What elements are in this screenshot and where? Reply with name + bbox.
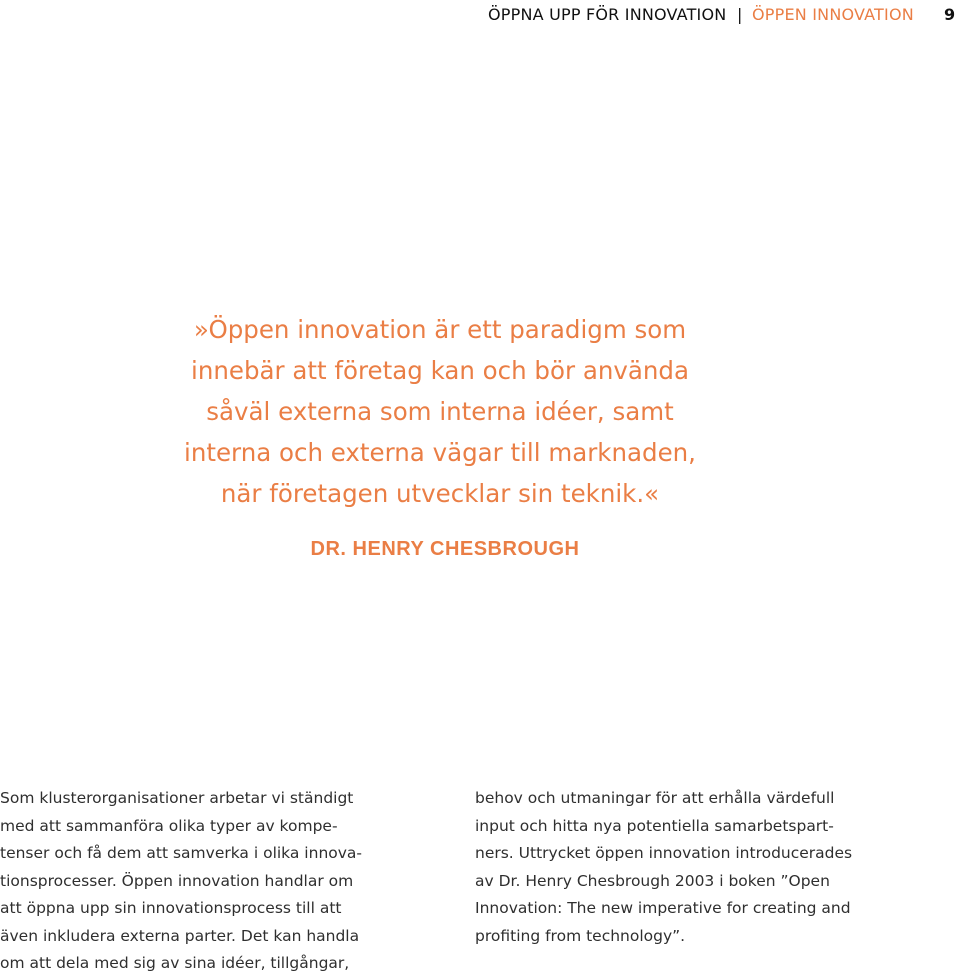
body-text-line: även inkludera externa parter. Det kan handla xyxy=(0,926,360,945)
page-number: 9 xyxy=(944,5,956,24)
quote-line: såväl externa som interna idéer, samt xyxy=(206,397,674,426)
body-text-line: med att sammanföra olika typer av kompe- xyxy=(0,816,338,835)
pull-quote xyxy=(150,309,730,514)
header-chapter-title: ÖPPEN INNOVATION xyxy=(752,5,914,24)
quote-attribution: DR. HENRY CHESBROUGH xyxy=(310,538,580,560)
body-text-line: tenser och få dem att samverka i olika innova- xyxy=(0,844,363,862)
body-text-line: ners. Uttrycket öppen innovation introducerades xyxy=(475,844,853,862)
quote-line: när företagen utvecklar sin teknik.« xyxy=(220,479,660,508)
body-text-line: av Dr. Henry Chesbrough 2003 i boken ”Open xyxy=(475,871,830,890)
body-text-line: Som klusterorganisationer arbetar vi ständigt xyxy=(0,789,354,807)
body-text-line: behov och utmaningar för att erhålla värdefull xyxy=(475,789,835,807)
body-column-left xyxy=(0,785,430,978)
quote-line: »Öppen innovation är ett paradigm som xyxy=(193,315,687,344)
header-divider: | xyxy=(737,5,743,24)
quote-line: interna och externa vägar till marknaden, xyxy=(184,438,696,467)
body-text-line: profiting from technology”. xyxy=(475,926,686,945)
body-text-line: att öppna upp sin innovationsprocess till att xyxy=(0,899,342,917)
body-text-line: Innovation: The new imperative for creating and xyxy=(475,899,851,917)
running-header xyxy=(0,4,960,26)
body-text-line: tionsprocesser. Öppen innovation handlar om xyxy=(0,871,354,890)
header-section-title: ÖPPNA UPP FÖR INNOVATION xyxy=(488,5,727,24)
quote-line: innebär att företag kan och bör använda xyxy=(191,356,689,385)
body-text-line: om att dela med sig av sina idéer, tillgångar, xyxy=(0,954,350,972)
body-text-line: input och hitta nya potentiella samarbetspart- xyxy=(475,816,834,835)
body-column-right xyxy=(475,785,905,950)
